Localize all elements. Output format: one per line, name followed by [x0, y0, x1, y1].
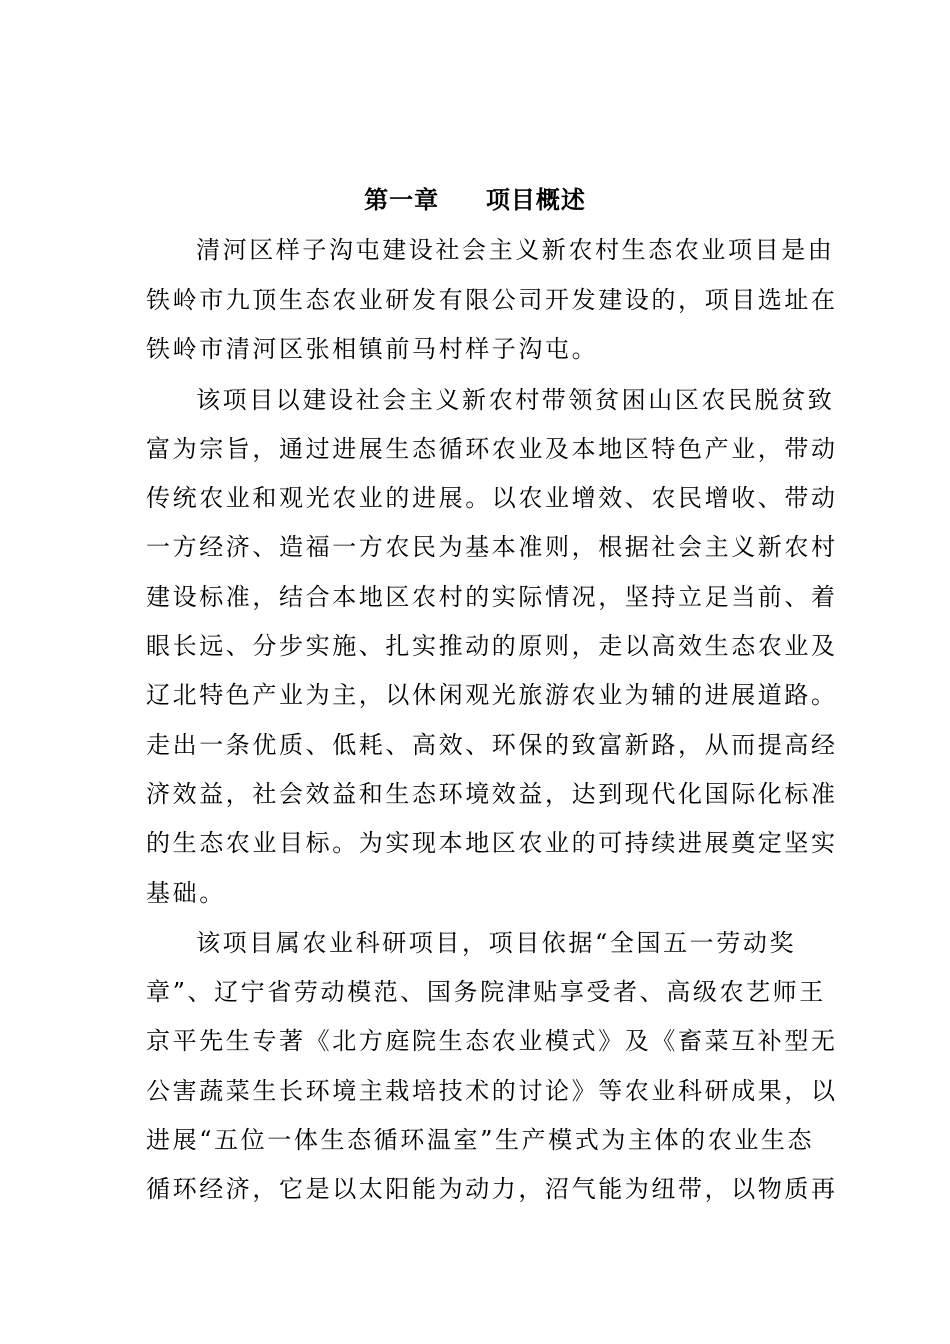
paragraph-2-line-7: 辽北特色产业为主，以休闲观光旅游农业为辅的进展道路。 — [146, 681, 838, 709]
paragraph-3-line-5: 进展“五位一体生态循环温室”生产模式为主体的农业生态 — [146, 1126, 815, 1154]
paragraph-2-line-8: 走出一条优质、低耗、高效、环保的致富新路，从而提高经 — [146, 731, 838, 759]
paragraph-2-line-2: 富为宗旨，通过进展生态循环农业及本地区特色产业，带动 — [146, 435, 838, 463]
paragraph-2-line-5: 建设标准，结合本地区农村的实际情况，坚持立足当前、着 — [146, 583, 838, 611]
paragraph-3-line-2: 章”、辽宁省劳动模范、国务院津贴享受者、高级农艺师王 — [146, 978, 826, 1006]
paragraph-3-line-1: 该项目属农业科研项目，项目依据“全国五一劳动奖 — [196, 929, 797, 957]
paragraph-2-line-1: 该项目以建设社会主义新农村带领贫困山区农民脱贫致 — [196, 386, 835, 414]
paragraph-3-line-3: 京平先生专著《北方庭院生态农业模式》及《畜菜互补型无 — [146, 1027, 838, 1055]
paragraph-1-line-2: 铁岭市九顶生态农业研发有限公司开发建设的，项目选址在 — [146, 286, 838, 314]
chapter-title: 第一章 项目概述 — [364, 185, 586, 214]
paragraph-2-line-11: 基础。 — [146, 879, 226, 907]
paragraph-2-line-4: 一方经济、造福一方农民为基本准则，根据社会主义新农村 — [146, 533, 838, 561]
paragraph-2-line-6: 眼长远、分步实施、扎实推动的原则，走以高效生态农业及 — [146, 632, 838, 660]
paragraph-3-line-6: 循环经济，它是以太阳能为动力，沼气能为纽带，以物质再 — [146, 1175, 838, 1203]
paragraph-2-line-9: 济效益，社会效益和生态环境效益，达到现代化国际化标准 — [146, 780, 838, 808]
paragraph-2-line-3: 传统农业和观光农业的进展。以农业增效、农民增收、带动 — [146, 484, 838, 512]
paragraph-1-line-3: 铁岭市清河区张相镇前马村样子沟屯。 — [146, 335, 599, 363]
paragraph-1-line-1: 清河区样子沟屯建设社会主义新农村生态农业项目是由 — [196, 236, 835, 264]
paragraph-3-line-4: 公害蔬菜生长环境主栽培技术的讨论》等农业科研成果，以 — [146, 1077, 838, 1105]
paragraph-2-line-10: 的生态农业目标。为实现本地区农业的可持续进展奠定坚实 — [146, 829, 838, 857]
